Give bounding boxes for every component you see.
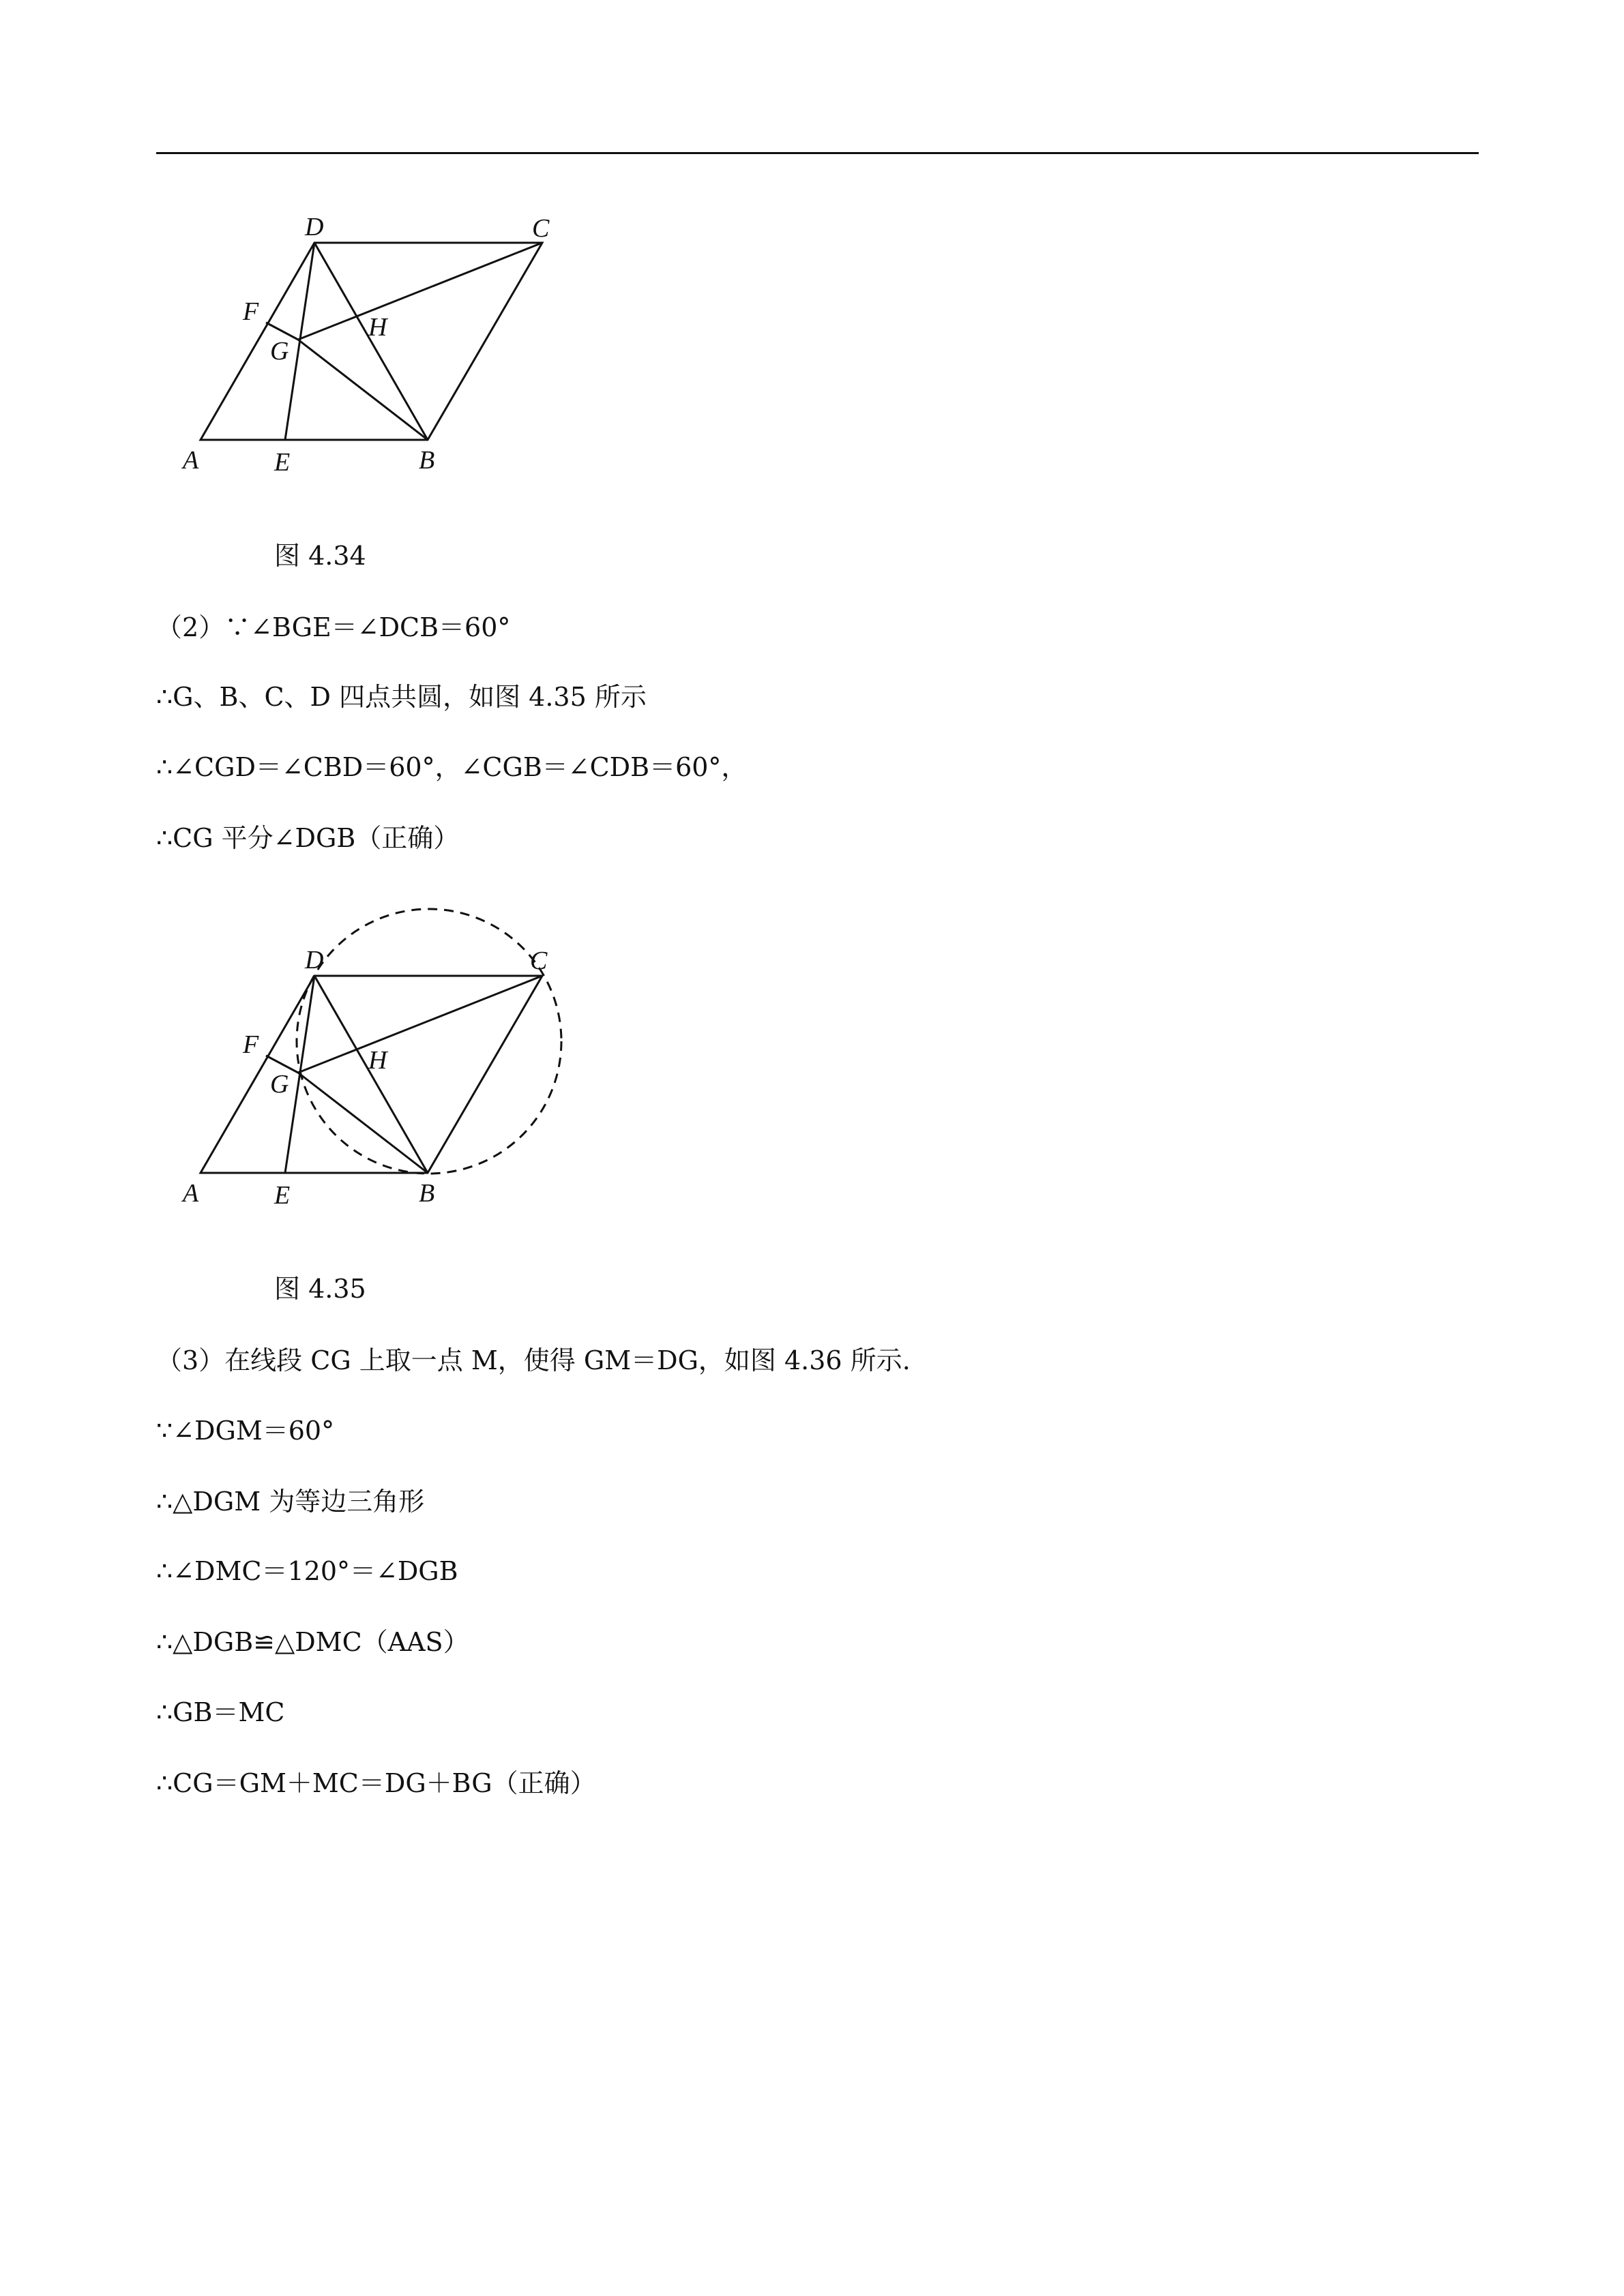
part2-line-3: ∴∠CGD＝∠CBD＝60°，∠CGB＝∠CDB＝60°， bbox=[156, 752, 748, 782]
label-E: E bbox=[274, 1181, 291, 1210]
label-G: G bbox=[270, 337, 289, 366]
part3-line-7: ∴CG＝GM＋MC＝DG＋BG（正确） bbox=[156, 1768, 596, 1798]
label-H: H bbox=[368, 1046, 387, 1075]
part3-line-1: （3）在线段 CG 上取一点 M，使得 GM＝DG，如图 4.36 所示. bbox=[156, 1345, 911, 1375]
label-A: A bbox=[183, 1179, 199, 1208]
figure-4-34-caption: 图 4.34 bbox=[274, 541, 366, 571]
label-G: G bbox=[270, 1070, 289, 1099]
part2-line-4: ∴CG 平分∠DGB（正确） bbox=[156, 823, 460, 853]
segment-g-b bbox=[298, 340, 428, 440]
label-B: B bbox=[419, 446, 435, 475]
segment-g-b bbox=[298, 1073, 428, 1173]
figure-4-34 bbox=[0, 0, 1624, 518]
part3-line-3: ∴△DGM 为等边三角形 bbox=[156, 1487, 425, 1517]
segment-c-g bbox=[298, 243, 542, 340]
part3-line-2: ∵∠DGM＝60° bbox=[156, 1416, 335, 1446]
circumcircle-gbcd bbox=[297, 909, 561, 1174]
figure-4-35-caption: 图 4.35 bbox=[274, 1274, 366, 1304]
label-F: F bbox=[243, 1030, 259, 1059]
label-H: H bbox=[368, 313, 387, 342]
part2-line-2: ∴G、B、C、D 四点共圆，如图 4.35 所示 bbox=[156, 682, 647, 712]
figure-4-35 bbox=[0, 750, 1624, 1227]
label-C: C bbox=[532, 214, 550, 243]
label-F: F bbox=[243, 297, 259, 326]
part3-line-4: ∴∠DMC＝120°＝∠DGB bbox=[156, 1556, 458, 1586]
segment-c-g bbox=[298, 976, 542, 1073]
part3-line-6: ∴GB＝MC bbox=[156, 1697, 285, 1727]
label-B: B bbox=[419, 1179, 435, 1208]
part3-line-5: ∴△DGB≌△DMC（AAS） bbox=[156, 1627, 469, 1657]
label-D: D bbox=[305, 946, 324, 974]
part2-line-1: （2）∵∠BGE＝∠DCB＝60° bbox=[156, 612, 511, 642]
label-C: C bbox=[530, 946, 548, 975]
label-D: D bbox=[305, 213, 324, 241]
label-E: E bbox=[274, 448, 291, 477]
label-A: A bbox=[183, 446, 199, 475]
